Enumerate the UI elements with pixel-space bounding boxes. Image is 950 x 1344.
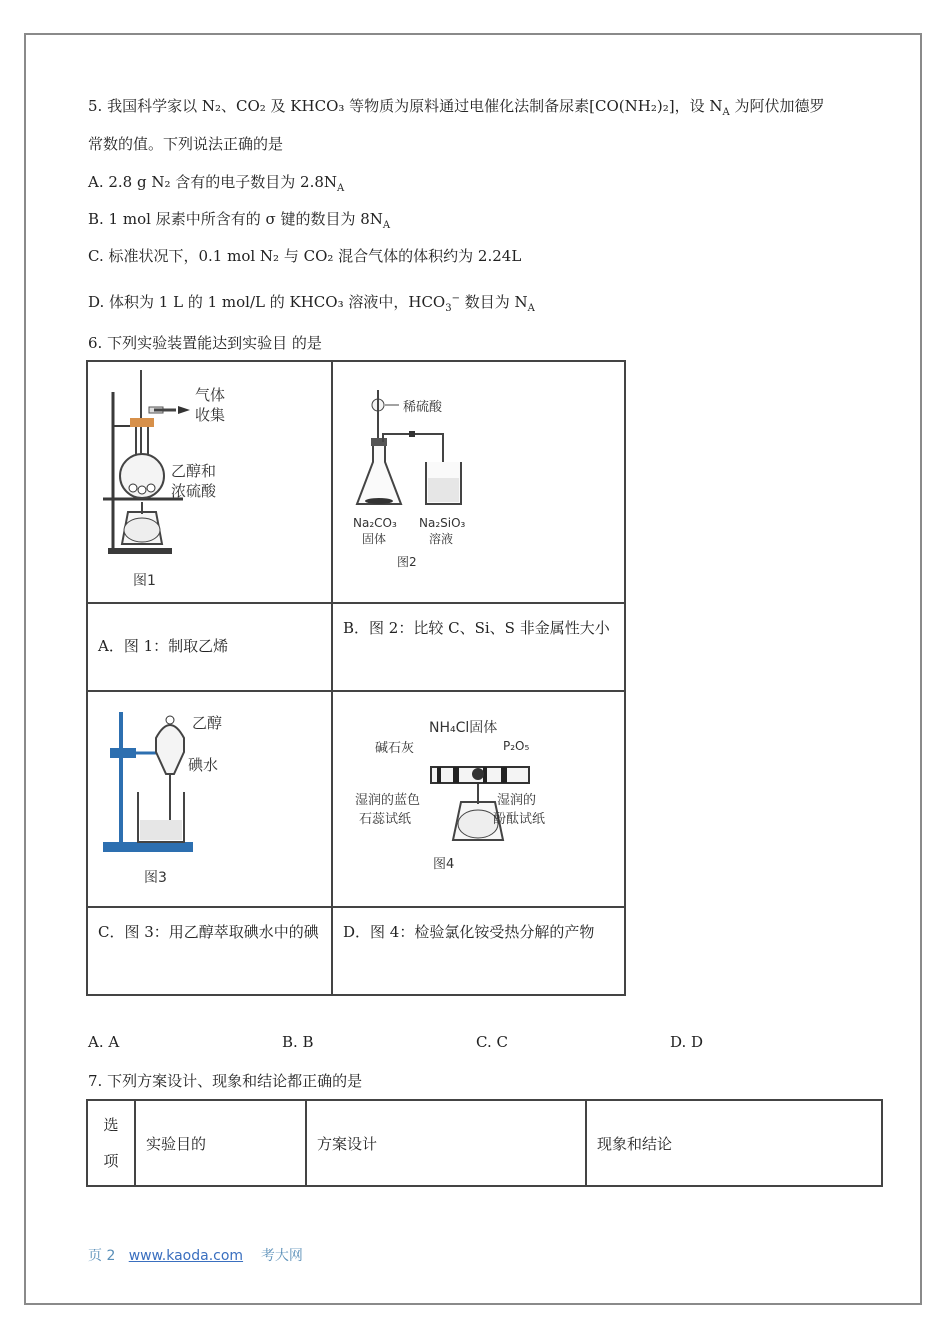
- fig4-caption: 图4: [433, 857, 455, 872]
- fig1-caption: 图1: [133, 573, 156, 589]
- q7-header-option: 选项: [87, 1100, 135, 1186]
- fig3-label1: 乙醇: [192, 714, 223, 732]
- fig4-label-right2: 酚酞试纸: [493, 812, 546, 827]
- cell-option-b[interactable]: B．图 2：比较 C、Si、S 非金属性大小: [332, 603, 625, 691]
- fig2-label-right2: 溶液: [429, 532, 454, 546]
- q6-answer-b[interactable]: B. B: [282, 1033, 314, 1051]
- cell-option-d[interactable]: D．图 4：检验氯化铵受热分解的产物: [332, 907, 625, 995]
- fig2-label-left1: Na₂CO₃: [353, 516, 397, 530]
- fig2-cell: [332, 361, 625, 603]
- fig3-label2: 碘水: [188, 756, 219, 774]
- footer-page-number: 页 2: [88, 1248, 116, 1264]
- fig3-cell: [87, 691, 332, 907]
- q5-option-d[interactable]: D. 体积为 1 L 的 1 mol/L 的 KHCO₃ 溶液中，$HCO_3^-$ 数目为 $N_A$: [88, 293, 535, 314]
- fig4-label-left1: 湿润的蓝色: [355, 793, 421, 808]
- q7-header-conclusion: 现象和结论: [586, 1100, 882, 1186]
- fig2-caption: 图2: [397, 555, 417, 569]
- q6-figure-table: [86, 360, 626, 996]
- q5-option-a[interactable]: A. 2.8 g N₂ 含有的电子数目为 $2.8N_A$: [88, 173, 345, 194]
- fig4-label-lime: 碱石灰: [375, 741, 415, 756]
- q6-answer-c[interactable]: C. C: [476, 1033, 508, 1051]
- q7-stem: 7. 下列方案设计、现象和结论都正确的是: [88, 1072, 363, 1090]
- fig3-extraction-apparatus: [88, 692, 331, 902]
- cell-option-a[interactable]: A．图 1：制取乙烯: [87, 603, 332, 691]
- fig4-label-top: NH₄Cl固体: [429, 720, 498, 736]
- q6-stem: 6. 下列实验装置能达到实验目 的是: [88, 334, 322, 352]
- q5-option-b[interactable]: B. 1 mol 尿素中所含有的 σ 键的数目为 $8N_A$: [88, 210, 391, 231]
- q6-answer-d[interactable]: D. D: [670, 1033, 704, 1051]
- page-footer: [88, 1245, 303, 1265]
- fig4-cell: [332, 691, 625, 907]
- fig4-decomposition-apparatus: [333, 692, 624, 902]
- fig1-ethylene-apparatus: [88, 362, 331, 598]
- q5-stem-line1: 5. 我国科学家以 N₂、CO₂ 及 KHCO₃ 等物质为原料通过电催化法制备尿素[CO(NH₂)₂]，设 $N_A$ 为阿伏加德罗: [88, 97, 825, 118]
- q7-header-purpose: 实验目的: [135, 1100, 306, 1186]
- fig1-label-liquid1: 乙醇和: [171, 462, 217, 480]
- cell-option-c[interactable]: C．图 3：用乙醇萃取碘水中的碘: [87, 907, 332, 995]
- footer-site-link[interactable]: www.kaoda.com: [128, 1248, 244, 1264]
- fig1-label-liquid2: 浓硫酸: [171, 482, 217, 500]
- fig3-caption: 图3: [144, 870, 167, 886]
- q5-option-c[interactable]: C. 标准状况下，0.1 mol N₂ 与 CO₂ 混合气体的体积约为 2.24L: [88, 247, 522, 265]
- q5-stem-line2: 常数的值。下列说法正确的是: [88, 135, 284, 153]
- q7-header-design: 方案设计: [306, 1100, 586, 1186]
- fig1-label-gas2: 收集: [195, 406, 226, 424]
- fig2-label-right1: Na₂SiO₃: [419, 516, 466, 530]
- q6-answer-a[interactable]: A. A: [88, 1033, 120, 1051]
- fig2-acidity-apparatus: [333, 362, 624, 598]
- fig4-label-p2o5: P₂O₅: [503, 739, 530, 753]
- fig4-label-right1: 湿润的: [497, 793, 537, 808]
- fig2-label-left2: 固体: [362, 532, 387, 546]
- fig4-label-left2: 石蕊试纸: [359, 812, 412, 827]
- footer-site-name: 考大网: [260, 1248, 303, 1264]
- fig1-label-gas1: 气体: [195, 386, 226, 404]
- fig1-cell: [87, 361, 332, 603]
- fig2-label-acid: 稀硫酸: [403, 400, 443, 415]
- q7-table: [86, 1099, 883, 1187]
